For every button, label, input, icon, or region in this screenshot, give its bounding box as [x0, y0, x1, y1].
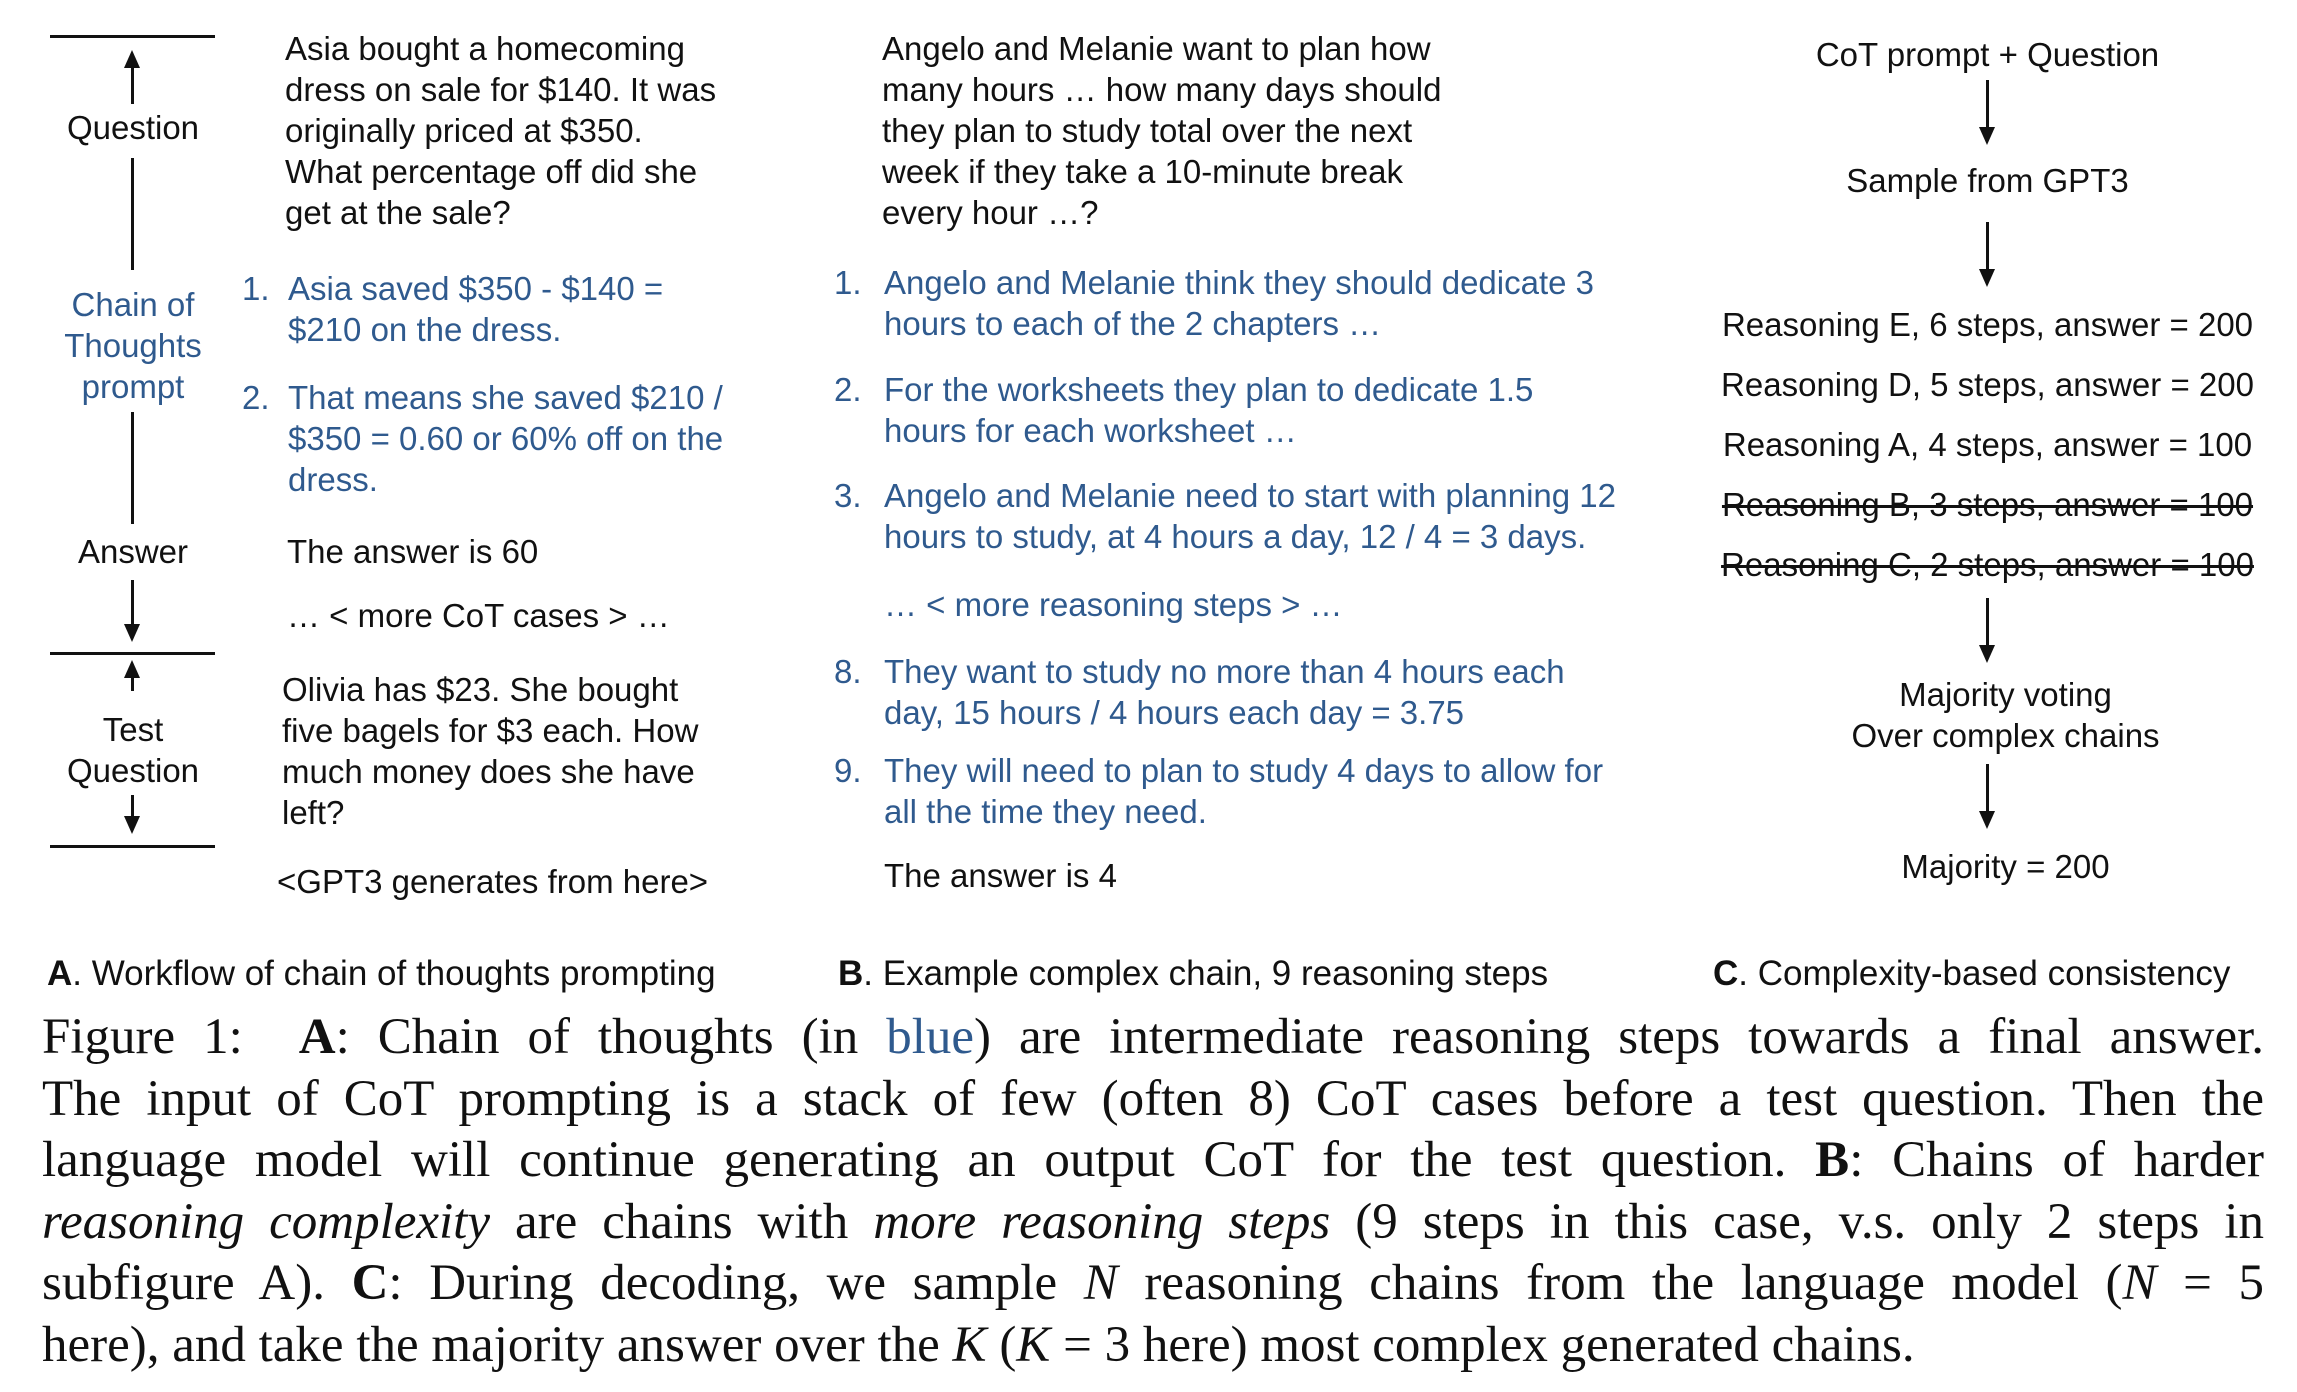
arrow-down-icon: [124, 816, 140, 834]
label-answer: Answer: [77, 533, 189, 570]
question-line: every hour …?: [882, 194, 1099, 231]
question-line: they plan to study total over the next: [882, 112, 1413, 149]
caption-line: here), and take the majority answer over the K (K = 3 here) most complex generated chains.: [42, 1316, 1915, 1373]
figure-caption: [42, 1007, 2264, 1376]
flow-arrow-line: [1986, 764, 1989, 812]
panel-a-caption: A. Workflow of chain of thoughts prompting: [47, 954, 716, 993]
label-cot-2: Thoughts: [64, 327, 202, 364]
arrow-down-icon: [1979, 269, 1995, 287]
arrow-down-icon: [124, 624, 140, 642]
question-line: Angelo and Melanie want to plan how: [882, 30, 1431, 67]
test-question-line: much money does she have: [282, 753, 695, 790]
flow-top: CoT prompt + Question: [1815, 36, 2160, 73]
step-line: day, 15 hours / 4 hours each day = 3.75: [884, 694, 1465, 731]
reasoning-chain-discarded: Reasoning B, 3 steps, answer = 100: [1721, 486, 2254, 523]
reasoning-chain: Reasoning A, 4 steps, answer = 100: [1722, 426, 2253, 463]
step-number: 1.: [242, 270, 270, 307]
step-line: $350 = 0.60 or 60% off on the: [288, 420, 724, 457]
caption-line: The input of CoT prompting is a stack of few (often 8) CoT cases before a test question. Then the: [42, 1070, 2264, 1127]
caption-line: language model will continue generating an output CoT for the test question. B: Chains of harder: [42, 1132, 2265, 1188]
step-line: They want to study no more than 4 hours each: [884, 653, 1565, 690]
reasoning-chain: Reasoning D, 5 steps, answer = 200: [1721, 366, 2254, 403]
label-test-1: Test: [102, 711, 164, 748]
arrow-down-icon: [1979, 127, 1995, 145]
step-number: 2.: [834, 371, 862, 408]
connector-line: [131, 795, 134, 816]
test-divider-bottom: [50, 845, 215, 848]
step-number: 1.: [834, 264, 862, 301]
step-line: Angelo and Melanie need to start with planning 12: [884, 477, 1617, 514]
step-line: all the time they need.: [884, 793, 1207, 830]
label-cot-1: Chain of: [71, 286, 195, 323]
answer-text: The answer is 60: [287, 533, 539, 570]
connector-line: [131, 66, 134, 104]
connector-line: [131, 676, 134, 691]
connector-line: [131, 412, 134, 524]
question-line: week if they take a 10-minute break: [882, 153, 1403, 190]
top-divider: [50, 35, 215, 38]
question-line: Asia bought a homecoming: [285, 30, 685, 67]
more-steps: … < more reasoning steps > …: [884, 586, 1343, 623]
step-line: Asia saved $350 - $140 =: [288, 270, 664, 307]
label-question: Question: [66, 109, 200, 146]
flow-voting-1: Majority voting: [1899, 676, 2112, 713]
flow-voting-2: Over complex chains: [1851, 717, 2160, 754]
step-line: hours for each worksheet …: [884, 412, 1297, 449]
step-line: $210 on the dress.: [288, 311, 562, 348]
step-number: 8.: [834, 653, 862, 690]
step-number: 2.: [242, 379, 270, 416]
caption-line: reasoning complexity are chains with more reasoning steps (9 steps in this case, v.s. only 2 steps in: [42, 1193, 2265, 1250]
arrow-down-icon: [1979, 645, 1995, 663]
connector-line: [131, 580, 134, 625]
step-line: dress.: [288, 461, 378, 498]
reasoning-chain: Reasoning E, 6 steps, answer = 200: [1721, 306, 2254, 343]
connector-line: [131, 158, 134, 270]
arrow-down-icon: [1979, 811, 1995, 829]
label-test-2: Question: [66, 752, 200, 789]
more-cases: … < more CoT cases > …: [287, 597, 670, 634]
test-question-line: five bagels for $3 each. How: [282, 712, 699, 749]
question-line: originally priced at $350.: [285, 112, 643, 149]
flow-arrow-line: [1986, 80, 1989, 128]
step-number: 3.: [834, 477, 862, 514]
step-line: Angelo and Melanie think they should dedicate 3: [884, 264, 1594, 301]
question-line: get at the sale?: [285, 194, 511, 231]
test-question-line: left?: [282, 794, 345, 831]
test-divider-top: [50, 652, 215, 655]
reasoning-chain-discarded: Reasoning C, 2 steps, answer = 100: [1721, 546, 2254, 583]
generates-note: <GPT3 generates from here>: [277, 863, 709, 900]
flow-sample: Sample from GPT3: [1846, 162, 2129, 199]
flow-arrow-line: [1986, 222, 1989, 270]
step-line: For the worksheets they plan to dedicate 1.5: [884, 371, 1534, 408]
step-line: hours to each of the 2 chapters …: [884, 305, 1382, 342]
test-question-line: Olivia has $23. She bought: [282, 671, 679, 708]
question-line: What percentage off did she: [285, 153, 698, 190]
question-line: dress on sale for $140. It was: [285, 71, 717, 108]
caption-line: subfigure A). C: During decoding, we sample N reasoning chains from the language model (N = 5: [42, 1255, 2264, 1311]
flow-majority: Majority = 200: [1901, 848, 2110, 885]
step-line: That means she saved $210 /: [288, 379, 723, 416]
answer-text: The answer is 4: [884, 857, 1117, 894]
panel-b-caption: B. Example complex chain, 9 reasoning steps: [838, 954, 1549, 993]
panel-c-caption: C. Complexity-based consistency: [1713, 954, 2231, 993]
step-line: They will need to plan to study 4 days to allow for: [884, 752, 1604, 789]
flow-arrow-line: [1986, 598, 1989, 646]
question-line: many hours … how many days should: [882, 71, 1442, 108]
step-number: 9.: [834, 752, 862, 789]
step-line: hours to study, at 4 hours a day, 12 / 4 = 3 days.: [884, 518, 1587, 555]
caption-line: Figure 1: A: Chain of thoughts (in blue) are intermediate reasoning steps towards a final answer.: [42, 1009, 2264, 1065]
label-cot-3: prompt: [81, 368, 185, 405]
